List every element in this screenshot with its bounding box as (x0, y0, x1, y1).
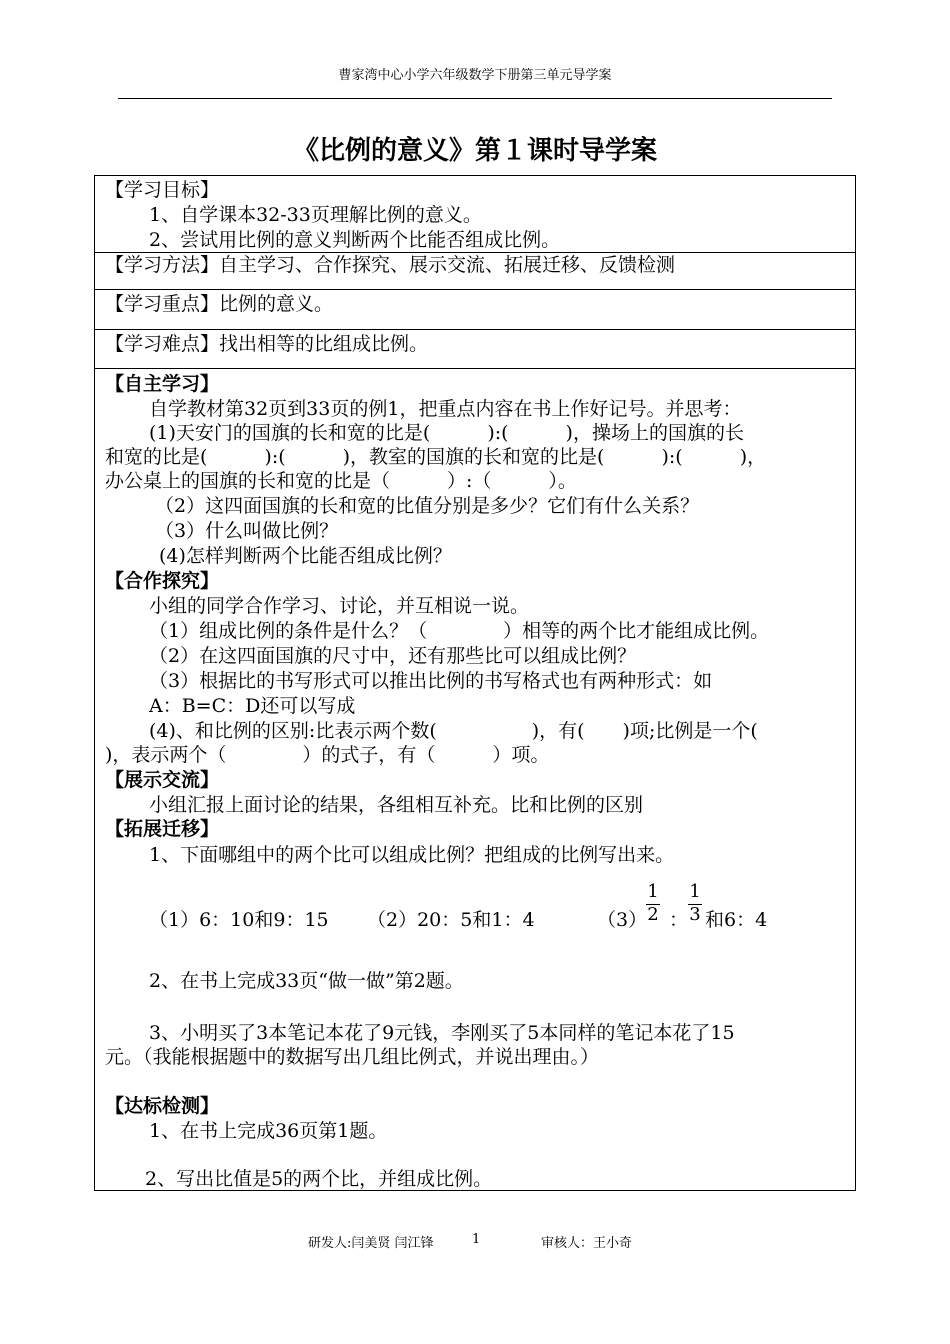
fraction-1-numerator: 1 (647, 881, 659, 902)
extend-option-1: （1）6：10和9：15 (149, 909, 329, 931)
show-heading: 【展示交流】 (105, 769, 220, 791)
extend-heading: 【拓展迁移】 (105, 818, 220, 840)
row-divider (95, 329, 855, 330)
goal-item: 1、自学课本32-33页理解比例的意义。 (149, 204, 482, 226)
fraction-2-numerator: 1 (689, 881, 701, 902)
footer-authors: 研发人:闫美贤 闫江锋 (308, 1236, 434, 1251)
goal-item: 2、尝试用比例的意义判断两个比能否组成比例。 (149, 229, 561, 251)
fraction-2-denominator: 3 (689, 904, 701, 925)
footer-page-number: 1 (472, 1232, 481, 1247)
self-study-line: （3）什么叫做比例？ (155, 520, 339, 542)
fraction-1-denominator: 2 (647, 904, 659, 925)
extend-option-3-prefix: （3） (597, 909, 648, 931)
goals-heading: 【学习目标】 (105, 179, 220, 201)
extend-question-1: 1、下面哪组中的两个比可以组成比例？把组成的比例写出来。 (149, 844, 675, 866)
cooperate-line: 小组的同学合作学习、讨论，并互相说一说。 (149, 595, 530, 617)
footer-reviewer: 审核人：王小奇 (541, 1236, 633, 1251)
check-question-2: 2、写出比值是5的两个比，并组成比例。 (145, 1168, 493, 1190)
self-study-line: (4)怎样判断两个比能否组成比例？ (159, 545, 452, 567)
difficulty-row: 【学习难点】找出相等的比组成比例。 (105, 333, 429, 355)
ratio-colon: ： (669, 909, 689, 931)
header-rule (118, 98, 832, 99)
cooperate-line: （1）组成比例的条件是什么？（ ）相等的两个比才能组成比例。 (149, 620, 770, 642)
self-study-line: （2）这四面国旗的长和宽的比值分别是多少？它们有什么关系？ (155, 495, 700, 517)
method-row: 【学习方法】自主学习、合作探究、展示交流、拓展迁移、反馈检测 (105, 254, 676, 276)
self-study-line: 自学教材第32页到33页的例1，把重点内容在书上作好记号。并思考： (149, 398, 742, 420)
extend-option-3-suffix: 和6：4 (705, 909, 768, 931)
key-point-row: 【学习重点】比例的意义。 (105, 293, 334, 315)
page-header: 曹家湾中心小学六年级数学下册第三单元导学案 (338, 68, 612, 83)
show-line: 小组汇报上面讨论的结果，各组相互补充。比和比例的区别 (149, 794, 644, 816)
check-heading: 【达标检测】 (105, 1095, 220, 1117)
lesson-table (94, 175, 856, 1191)
check-question-1: 1、在书上完成36页第1题。 (149, 1120, 388, 1142)
cooperate-line: A：B=C：D还可以写成 (149, 695, 356, 717)
extend-question-3-cont: 元。（我能根据题中的数据写出几组比例式，并说出理由。） (105, 1046, 600, 1068)
extend-option-2: （2）20：5和1：4 (367, 909, 535, 931)
self-study-line: (1)天安门的国旗的长和宽的比是( ):( )，操场上的国旗的长 (149, 422, 744, 444)
cooperate-line: （3）根据比的书写形式可以推出比例的书写格式也有两种形式：如 (149, 670, 713, 692)
extend-question-2: 2、在书上完成33页“做一做”第2题。 (149, 970, 464, 992)
row-divider (95, 368, 855, 369)
row-divider (95, 289, 855, 290)
extend-question-3: 3、小明买了3本笔记本花了9元钱，李刚买了5本同样的笔记本花了15 (149, 1022, 735, 1044)
self-study-line: 和宽的比是( ):( )，教室的国旗的长和宽的比是( ):( )， (105, 446, 767, 468)
cooperate-line: (4)、和比例的区别:比表示两个数( )，有( )项;比例是一个( (149, 720, 758, 742)
self-study-line: 办公桌上的国旗的长和宽的比是（ ）:（ ）。 (105, 470, 577, 492)
cooperate-heading: 【合作探究】 (105, 570, 220, 592)
cooperate-line: )，表示两个（ ）的式子，有（ ）项。 (105, 744, 550, 766)
document-title: 《比例的意义》第１课时导学案 (292, 136, 657, 166)
cooperate-line: （2）在这四面国旗的尺寸中，还有那些比可以组成比例？ (149, 645, 637, 667)
self-study-heading: 【自主学习】 (105, 373, 220, 395)
